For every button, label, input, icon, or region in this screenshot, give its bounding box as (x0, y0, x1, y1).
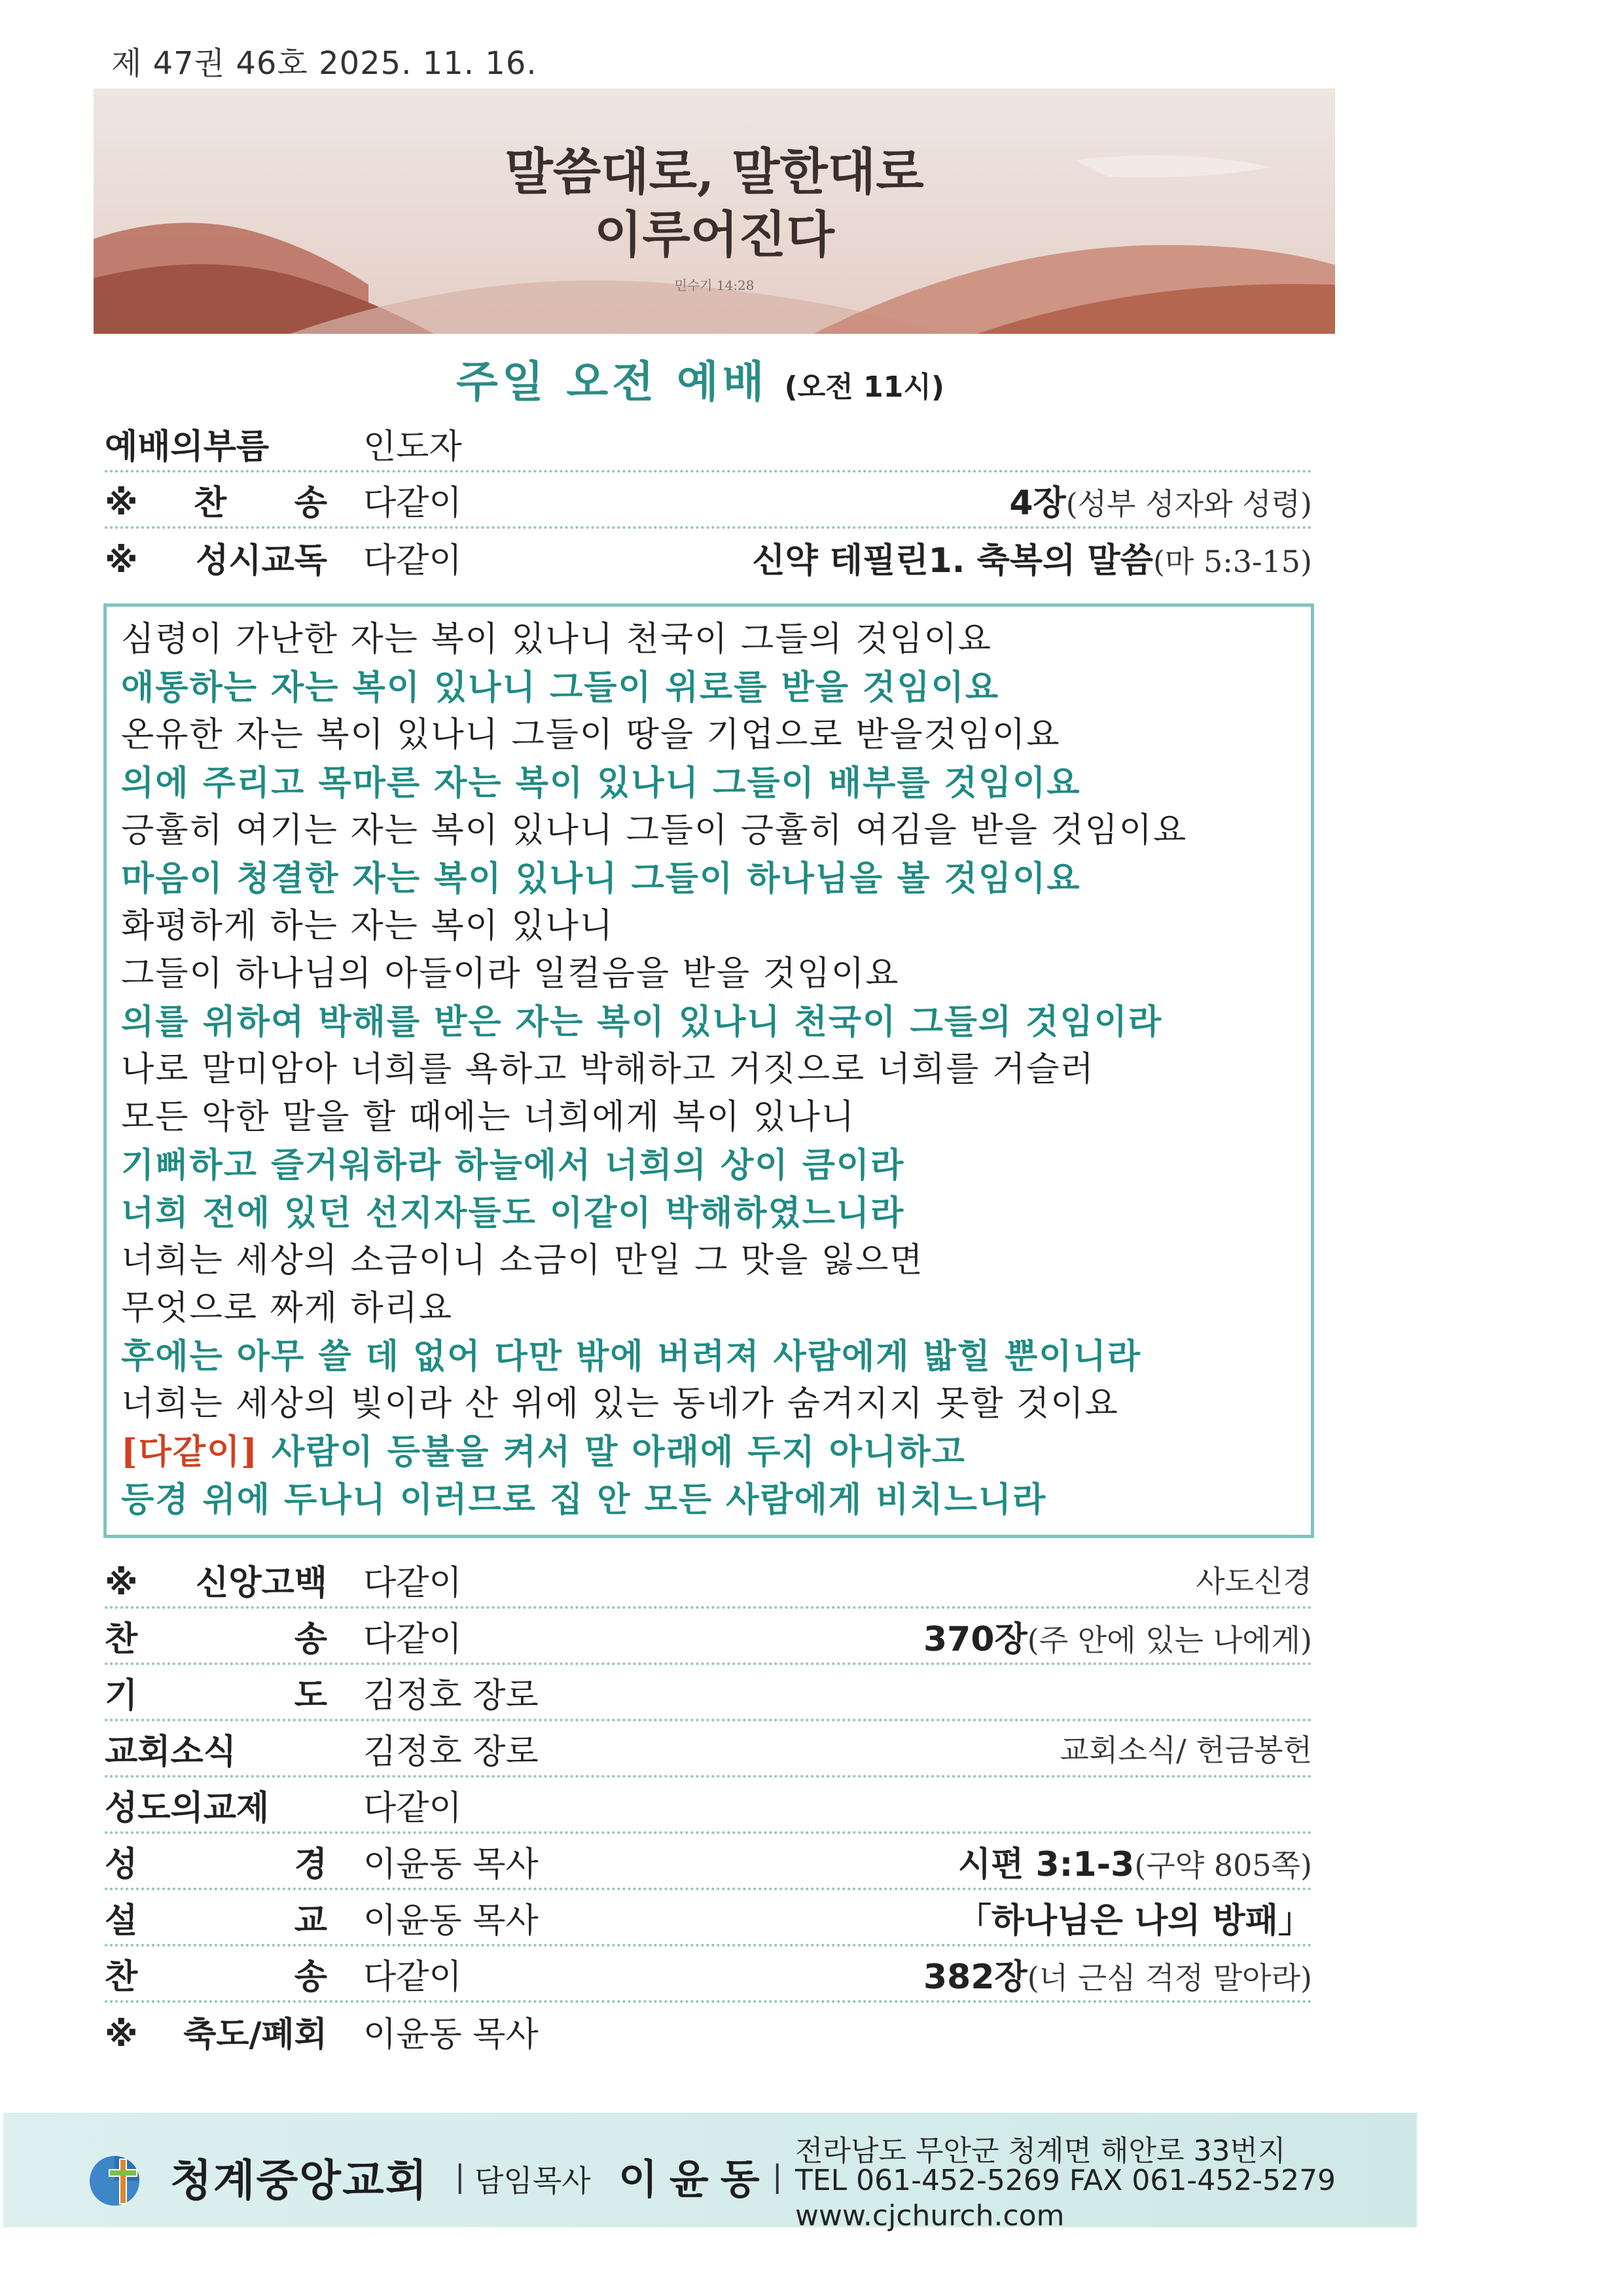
order-leader: 김정호 장로 (363, 1676, 539, 1715)
pastor-name: 이윤동 (618, 2155, 772, 2203)
order-label: 설 교 (105, 1901, 327, 1941)
order-content (923, 1949, 1312, 1998)
hymn-number: 382장 (923, 1957, 1027, 1997)
service-title (0, 347, 1400, 409)
reading-line: 그들이 하나님의 아들이라 일컬음을 받을 것임이요 (121, 954, 900, 994)
order-label: 찬 송 (105, 1957, 327, 1997)
order-leader: 이윤동 목사 (363, 2015, 539, 2054)
order-row-hymn-3 (105, 1946, 1312, 2003)
church-footer (3, 2113, 1417, 2233)
reading-line: 의를 위하여 박해를 받은 자는 복이 있나니 천국이 그들의 것임이라 (121, 1002, 1163, 1042)
scripture-page: (구약 805쪽) (1134, 1847, 1312, 1883)
hymn-title: (주 안에 있는 나에게) (1027, 1622, 1312, 1658)
order-label: 성 경 (105, 1844, 327, 1884)
order-leader: 다같이 (363, 1563, 462, 1603)
order-row-announcements (105, 1721, 1312, 1778)
reading-line: 너희 전에 있던 선지자들도 이같이 박해하였느니라 (121, 1193, 905, 1233)
order-row-responsive-reading (105, 529, 1312, 585)
pastor-role: 담임목사 (474, 2163, 591, 2198)
order-row-benediction (105, 2003, 1312, 2059)
hymn-number: 370장 (923, 1619, 1027, 1659)
scripture-reference: 시편 3:1-3 (957, 1844, 1135, 1884)
order-row-prayer (105, 1665, 1312, 1721)
reading-line: 후에는 아무 쓸 데 없어 다만 밖에 버려져 사람에게 밟힐 뿐이니라 (121, 1336, 1142, 1376)
order-row-scripture (105, 1834, 1312, 1890)
reading-line: 마음이 청결한 자는 복이 있나니 그들이 하나님을 볼 것임이요 (121, 859, 1081, 899)
order-row-fellowship (105, 1778, 1312, 1834)
footer-separator: | (772, 2159, 783, 2194)
order-leader: 인도자 (363, 427, 462, 467)
theme-banner (94, 88, 1335, 334)
order-content (752, 533, 1312, 582)
all-together-tag: [다같이] (121, 1432, 259, 1472)
church-website: www.cjchurch.com (795, 2199, 1065, 2233)
sermon-title: 「하나님은 나의 방패」 (957, 1901, 1312, 1941)
order-leader: 다같이 (363, 1619, 462, 1659)
responsive-reading-box (103, 603, 1314, 1538)
reading-title: 신약 테필린1. 축복의 말씀 (752, 541, 1153, 581)
order-row-hymn-1 (105, 473, 1312, 529)
reading-line: 너희는 세상의 소금이니 소금이 만일 그 맛을 잃으면 (121, 1241, 924, 1280)
order-content (1009, 475, 1312, 524)
church-logo-icon (85, 2147, 151, 2212)
order-label: ※축도/폐회 (105, 2015, 327, 2054)
order-label: ※찬 송 (105, 483, 327, 523)
banner-title (94, 141, 1335, 266)
order-leader: 다같이 (363, 1957, 462, 1997)
reading-line: 기뻐하고 즐거워하라 하늘에서 너희의 상이 큼이라 (121, 1145, 905, 1185)
order-leader: 이윤동 목사 (363, 1844, 539, 1884)
order-row-hymn-2 (105, 1609, 1312, 1665)
order-content (957, 1893, 1312, 1942)
reading-line: 화평하게 하는 자는 복이 있나니 (121, 906, 615, 946)
reading-line: 온유한 자는 복이 있나니 그들이 땅을 기업으로 받을것임이요 (121, 715, 1061, 755)
reading-line-all (121, 1428, 1311, 1476)
reading-line: 무엇으로 짜게 하리요 (121, 1289, 454, 1328)
church-phones: TEL 061-452-5269 FAX 061-452-5279 (795, 2164, 1336, 2197)
reading-line: 애통하는 자는 복이 있나니 그들이 위로를 받을 것임이요 (121, 668, 1000, 708)
order-row-sermon (105, 1890, 1312, 1946)
hymn-title: (성부 성자와 성령) (1065, 486, 1312, 522)
reading-line: 의에 주리고 목마른 자는 복이 있나니 그들이 배부를 것임이요 (121, 763, 1081, 803)
banner-title-line1: 말씀대로, 말한대로 (505, 143, 924, 201)
creed-name: 사도신경 (1196, 1564, 1312, 1599)
hymn-number: 4장 (1009, 483, 1066, 523)
order-content (1060, 1727, 1312, 1770)
order-content (923, 1611, 1312, 1660)
order-label: 성도의교제 (105, 1788, 270, 1828)
order-content (958, 1837, 1312, 1886)
banner-reference: 민수기 14:28 (674, 278, 755, 293)
banner-title-line2: 이루어진다 (594, 206, 835, 264)
order-label: 교회소식 (105, 1732, 236, 1772)
church-address: 전라남도 무안군 청계면 해안로 33번지 (795, 2134, 1286, 2168)
order-label: ※신앙고백 (105, 1563, 327, 1603)
order-label: 기 도 (105, 1676, 327, 1715)
footer-separator: | (455, 2159, 465, 2194)
reading-line: 긍휼히 여기는 자는 복이 있나니 그들이 긍휼히 여김을 받을 것임이요 (121, 811, 1188, 850)
order-leader: 다같이 (363, 541, 462, 581)
church-name: 청계중앙교회 (170, 2155, 429, 2206)
reading-line: 심령이 가난한 자는 복이 있나니 천국이 그들의 것임이요 (121, 620, 993, 659)
issue-info: 제 47권 46호 2025. 11. 16. (111, 45, 537, 82)
order-leader: 다같이 (363, 1788, 462, 1828)
hymn-title: (너 근심 걱정 말아라) (1027, 1960, 1312, 1996)
order-content (1196, 1558, 1312, 1601)
reading-line: 모든 악한 말을 할 때에는 너희에게 복이 있나니 (121, 1098, 856, 1137)
reading-reference: (마 5:3-15) (1152, 543, 1312, 579)
order-label: 찬 송 (105, 1619, 327, 1659)
order-leader: 다같이 (363, 483, 462, 523)
order-row-creed (105, 1552, 1312, 1609)
order-leader: 김정호 장로 (363, 1732, 539, 1772)
service-time: (오전 11시) (784, 370, 944, 404)
reading-line: 나로 말미암아 너희를 욕하고 박해하고 거짓으로 너희를 거슬러 (121, 1050, 1095, 1089)
reading-line: 너희는 세상의 빛이라 산 위에 있는 동네가 숨겨지지 못할 것이요 (121, 1384, 1119, 1424)
announcement-note: 교회소식/ 헌금봉헌 (1060, 1732, 1312, 1768)
service-name: 주일 오전 예배 (456, 357, 768, 407)
order-row-call-to-worship (105, 416, 1312, 473)
reading-line: 등경 위에 두나니 이러므로 집 안 모든 사람에게 비치느니라 (121, 1480, 1047, 1520)
order-leader: 이윤동 목사 (363, 1901, 539, 1941)
order-label: 예배의부름 (105, 427, 270, 467)
order-label: ※성시교독 (105, 541, 327, 581)
reading-line-text: 사람이 등불을 켜서 말 아래에 두지 아니하고 (258, 1432, 966, 1472)
